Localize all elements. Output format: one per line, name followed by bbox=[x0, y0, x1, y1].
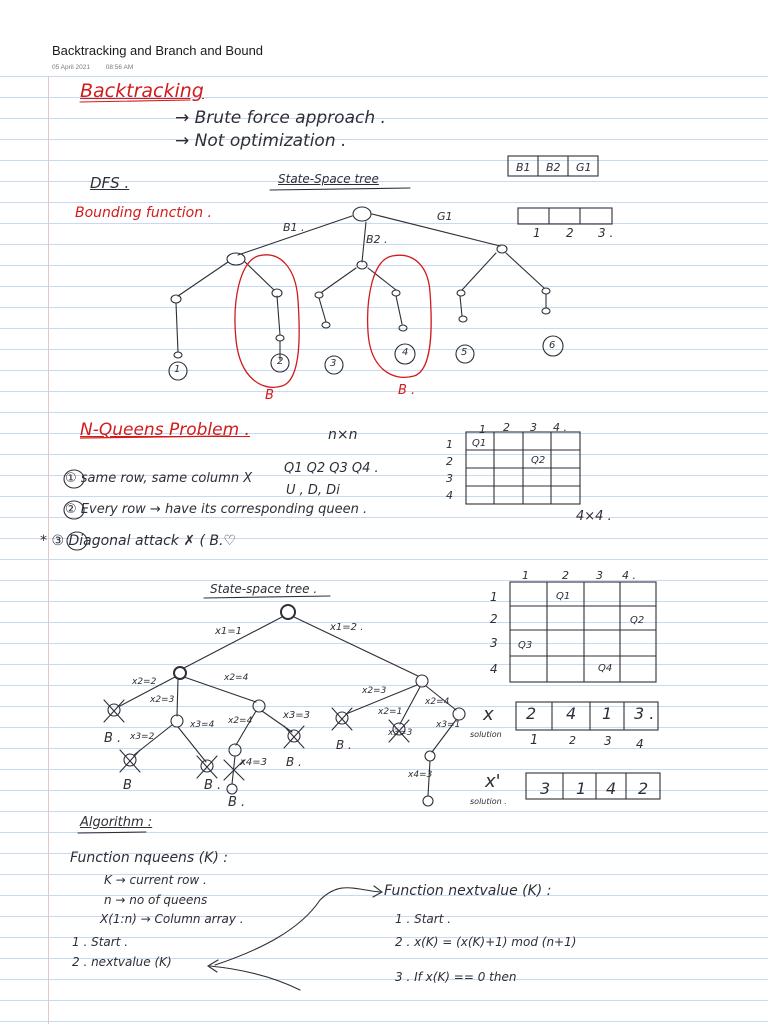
tree-edge-a3 bbox=[176, 303, 178, 352]
solution2-value-4: 2 bbox=[638, 779, 649, 798]
nq-edge-b4 bbox=[262, 711, 292, 732]
tree-label-x2-3: x2=3 bbox=[150, 695, 175, 705]
tree-edge-b1 bbox=[322, 268, 356, 292]
nq-edge-b2 bbox=[178, 727, 206, 762]
nq-edge-d1 bbox=[346, 685, 417, 714]
grid-row-3: 3 bbox=[490, 636, 498, 650]
next-step-1: 1 . Start . bbox=[395, 912, 452, 926]
rule-circle-3 bbox=[67, 532, 87, 550]
bound-loop-2 bbox=[368, 255, 432, 377]
grid-col-4: 4 . bbox=[622, 569, 636, 582]
grid4-cell-q1: Q1 bbox=[472, 438, 487, 449]
algorithm-param-3: X(1:n) → Column array . bbox=[100, 912, 244, 926]
grid4-col-2: 2 bbox=[503, 421, 510, 434]
tree-node-c2 bbox=[542, 288, 550, 294]
algorithm-step-2: 2 . nextvalue (K) bbox=[72, 955, 172, 969]
tree-label-x2-3b: x2=3 bbox=[362, 686, 387, 696]
backtracking-point-1: → Brute force approach . bbox=[175, 108, 386, 128]
tree-bound-1: B . bbox=[104, 731, 122, 746]
solution1-label: x bbox=[483, 704, 494, 725]
page-date: 05 April 2021 bbox=[52, 64, 90, 71]
tree-node-root bbox=[353, 207, 371, 221]
slot-number-2: 2 bbox=[566, 226, 574, 240]
solution2-box bbox=[526, 773, 660, 799]
leaf-number-1: 1 bbox=[174, 364, 181, 375]
nq-node-d3 bbox=[453, 708, 465, 720]
grid4-row-1: 1 bbox=[446, 438, 453, 451]
leaf-circle-1 bbox=[169, 362, 187, 380]
leaf-number-2: 2 bbox=[277, 356, 284, 367]
grid4-row-2: 2 bbox=[446, 455, 453, 468]
grid-cell-q4: Q4 bbox=[598, 663, 613, 674]
nq-node-d2 bbox=[393, 723, 405, 735]
grid4-col-3: 3 bbox=[530, 421, 537, 434]
solution2-value-3: 4 bbox=[606, 779, 617, 798]
tree-label-x2-4: x2=4 bbox=[224, 673, 249, 683]
grid4-row-4: 4 bbox=[446, 489, 453, 502]
tree-label-x2-2: x2=2 bbox=[132, 677, 157, 687]
tree-edge-root-b2 bbox=[362, 222, 366, 262]
slot-number-3: 3 . bbox=[598, 226, 614, 240]
leaf-circle-3 bbox=[325, 356, 343, 374]
nq-edge-e2 bbox=[428, 761, 430, 796]
slots-box bbox=[518, 208, 612, 224]
tree-node-c3 bbox=[459, 316, 467, 322]
nq-node-b3 bbox=[229, 744, 241, 756]
solution1-index-1: 1 bbox=[530, 733, 539, 748]
solution2-sub: solution . bbox=[470, 797, 507, 806]
nq-edge-d2 bbox=[400, 687, 420, 724]
tree-label-x4-3b: x4=3 bbox=[408, 770, 433, 780]
leaf-circle-6 bbox=[543, 336, 563, 356]
grid-col-2: 2 bbox=[562, 569, 569, 582]
edge-label-g1: G1 bbox=[437, 210, 453, 223]
tree-label-x3-2: x3=2 bbox=[130, 732, 155, 742]
tree-edge-b2 bbox=[368, 268, 396, 290]
nq-tree-title-underline bbox=[204, 596, 330, 598]
nqueens-heading: N-Queens Problem . bbox=[80, 420, 250, 440]
nqueens-underline bbox=[80, 436, 230, 438]
tree-edge-a2 bbox=[245, 262, 274, 290]
solution1-value-3: 1 bbox=[602, 704, 613, 723]
nq-cross-5 bbox=[332, 708, 352, 730]
nq-cross-1 bbox=[104, 700, 124, 722]
backtracking-point-2: → Not optimization . bbox=[175, 131, 347, 151]
bound-loop-1 bbox=[235, 255, 299, 387]
tree-node-c1 bbox=[457, 290, 465, 296]
grid-cell-q1: Q1 bbox=[556, 591, 571, 602]
tree-node-c4 bbox=[542, 308, 550, 314]
nq-edge-root-right bbox=[294, 617, 418, 676]
rule-circle-1 bbox=[64, 470, 84, 488]
leaf-number-3: 3 bbox=[330, 358, 337, 369]
nq-cross-4 bbox=[284, 726, 304, 748]
nq-edge-b3 bbox=[236, 711, 256, 745]
grid-col-1: 1 bbox=[522, 569, 529, 582]
grid-col-3: 3 bbox=[596, 569, 603, 582]
grid-row-1: 1 bbox=[490, 590, 498, 604]
tree-node-g1 bbox=[497, 245, 507, 253]
nq-node-a3 bbox=[253, 700, 265, 712]
nq-node-e2 bbox=[423, 796, 433, 806]
nq-edge-a1 bbox=[120, 677, 175, 706]
solution1-index-3: 3 bbox=[604, 734, 612, 748]
backtracking-heading: Backtracking bbox=[80, 80, 204, 102]
nq-edge-a2 bbox=[177, 679, 178, 716]
state-space-tree-title: State-Space tree bbox=[278, 172, 379, 186]
tree-edge-b3 bbox=[319, 298, 326, 322]
solution1-value-1: 2 bbox=[526, 704, 537, 723]
nq-edge-e1 bbox=[432, 720, 456, 752]
solution1-box bbox=[516, 702, 658, 730]
next-function-line: Function nextvalue (K) : bbox=[384, 883, 552, 899]
nqueens-rule-1: ① same row, same column X bbox=[65, 471, 253, 486]
page-title[interactable]: Backtracking and Branch and Bound bbox=[52, 43, 264, 58]
tree-label-x4-3: x4=3 bbox=[240, 757, 268, 768]
grid-cell-q2: Q2 bbox=[630, 615, 645, 626]
grid4-col-1: 1 bbox=[479, 423, 486, 436]
solution1-value-2: 4 bbox=[566, 704, 577, 723]
item-b2: B2 bbox=[546, 161, 561, 174]
grid-frame bbox=[510, 582, 656, 682]
tree-bound-6: B . bbox=[336, 738, 352, 752]
grid-size-label: 4×4 . bbox=[576, 509, 612, 524]
arrow-return bbox=[210, 966, 300, 990]
algorithm-param-1: K → current row . bbox=[104, 873, 207, 887]
page-time: 08:56 AM bbox=[105, 64, 134, 71]
nq-node-a2 bbox=[171, 715, 183, 727]
tree-edge-a4 bbox=[277, 296, 280, 335]
leaf-number-4: 4 bbox=[402, 347, 409, 358]
nqueens-rule-3: * ③ Diagonal attack ✗ ( B.♡ bbox=[40, 533, 237, 549]
tree-label-x2-4c: x2=4 bbox=[425, 697, 450, 707]
tree-bound-2: B bbox=[123, 778, 132, 793]
nq-cross-3 bbox=[197, 756, 217, 778]
tree-label-x3-3b: x3=3 bbox=[388, 728, 413, 738]
nq-tree-root bbox=[281, 605, 295, 619]
nqueens-rule-2: ② Every row → have its corresponding queen . bbox=[65, 502, 368, 517]
leaf-circle-5 bbox=[456, 345, 474, 363]
nq-edge-root-left bbox=[184, 617, 282, 668]
nq-edge-a3 bbox=[184, 677, 256, 702]
bound-mark-2: B . bbox=[398, 383, 416, 398]
item-g1: G1 bbox=[576, 161, 592, 174]
tree-edge-c3 bbox=[460, 296, 462, 316]
nqueens-queens-line: Q1 Q2 Q3 Q4 . bbox=[284, 461, 379, 476]
grid-row-4: 4 bbox=[490, 662, 498, 676]
tree-edge-c1 bbox=[462, 253, 496, 290]
tree-node-b3 bbox=[315, 292, 323, 298]
leaf-number-6: 6 bbox=[549, 340, 556, 351]
nq-node-x1-2 bbox=[416, 675, 428, 687]
tree-label-x1-2: x1=2 . bbox=[330, 622, 364, 633]
tree-node-b5 bbox=[322, 322, 330, 328]
solution1-sub: solution bbox=[470, 730, 502, 739]
leaf-circle-4 bbox=[395, 344, 415, 364]
solution2-label: x' bbox=[485, 771, 501, 792]
nqueens-size-label: n×n bbox=[328, 427, 358, 443]
nq-edge-d3 bbox=[426, 686, 456, 710]
grid-row-2: 2 bbox=[490, 612, 498, 626]
nq-cross-2 bbox=[120, 750, 140, 772]
tree-node-a bbox=[171, 295, 181, 303]
tree-bound-4: B . bbox=[228, 795, 246, 810]
tree-edge-root-g1 bbox=[372, 214, 500, 246]
items-box bbox=[508, 156, 598, 176]
arrow-to-nextvalue bbox=[215, 888, 380, 965]
solution2-value-1: 3 bbox=[540, 779, 551, 798]
backtracking-underline bbox=[80, 100, 190, 102]
nq-node-c1 bbox=[227, 784, 237, 794]
tree-label-x2-1: x2=1 bbox=[378, 707, 403, 717]
solution1-value-4: 3 . bbox=[634, 704, 655, 723]
grid4-col-4: 4 . bbox=[553, 421, 567, 434]
tree-title-underline bbox=[270, 188, 410, 190]
algorithm-step-1: 1 . Start . bbox=[72, 935, 129, 949]
leaf-number-5: 5 bbox=[461, 347, 468, 358]
slot-number-1: 1 bbox=[533, 226, 541, 240]
tree-label-x3-4: x3=4 bbox=[190, 720, 215, 730]
tree-bound-5: B . bbox=[286, 755, 302, 769]
tree-bound-3: B . bbox=[204, 778, 222, 793]
next-step-2: 2 . x(K) = (x(K)+1) mod (n+1) bbox=[395, 935, 577, 949]
tree-node-a4 bbox=[174, 352, 182, 358]
algorithm-param-2: n → no of queens bbox=[104, 893, 208, 907]
tree-edge-a1 bbox=[178, 262, 228, 296]
tree-edge-c2 bbox=[506, 253, 544, 288]
next-step-3: 3 . If x(K) == 0 then bbox=[395, 970, 517, 984]
tree-node-b6 bbox=[399, 325, 407, 331]
algorithm-underline bbox=[78, 832, 146, 833]
rule-circle-2 bbox=[64, 501, 84, 519]
solution1-index-4: 4 bbox=[636, 737, 644, 751]
nq-node-e1 bbox=[425, 751, 435, 761]
tree-edge-root-b1 bbox=[238, 216, 352, 255]
tree-label-x1-1: x1=1 bbox=[215, 626, 243, 637]
algorithm-function-line: Function nqueens (K) : bbox=[70, 850, 228, 866]
grid4-row-3: 3 bbox=[446, 472, 453, 485]
bounding-function-label: Bounding function . bbox=[75, 205, 212, 221]
tree-edge-b4 bbox=[396, 296, 402, 324]
tree-label-x2-4b: x2=4 bbox=[228, 716, 253, 726]
tree-node-b4 bbox=[392, 290, 400, 296]
nqueens-directions-line: U , D, Di bbox=[286, 483, 340, 498]
item-b1: B1 bbox=[516, 161, 531, 174]
edge-label-b2: B2 . bbox=[366, 233, 388, 246]
grid4-cell-q2: Q2 bbox=[531, 455, 546, 466]
tree-label-x3-1: x3=1 bbox=[436, 720, 461, 730]
grid-cell-q3: Q3 bbox=[518, 640, 533, 651]
dfs-label: DFS . bbox=[90, 174, 130, 192]
tree-node-b1 bbox=[227, 253, 245, 265]
tree-label-x3-3: x3=3 bbox=[283, 710, 311, 721]
bound-mark-1: B bbox=[265, 388, 274, 403]
tree-node-a3 bbox=[276, 335, 284, 341]
nqueens-tree-title: State-space tree . bbox=[210, 582, 318, 596]
algorithm-heading: Algorithm : bbox=[80, 815, 153, 830]
solution2-value-2: 1 bbox=[576, 779, 587, 798]
solution1-index-2: 2 bbox=[569, 734, 576, 747]
edge-label-b1: B1 . bbox=[283, 221, 305, 234]
